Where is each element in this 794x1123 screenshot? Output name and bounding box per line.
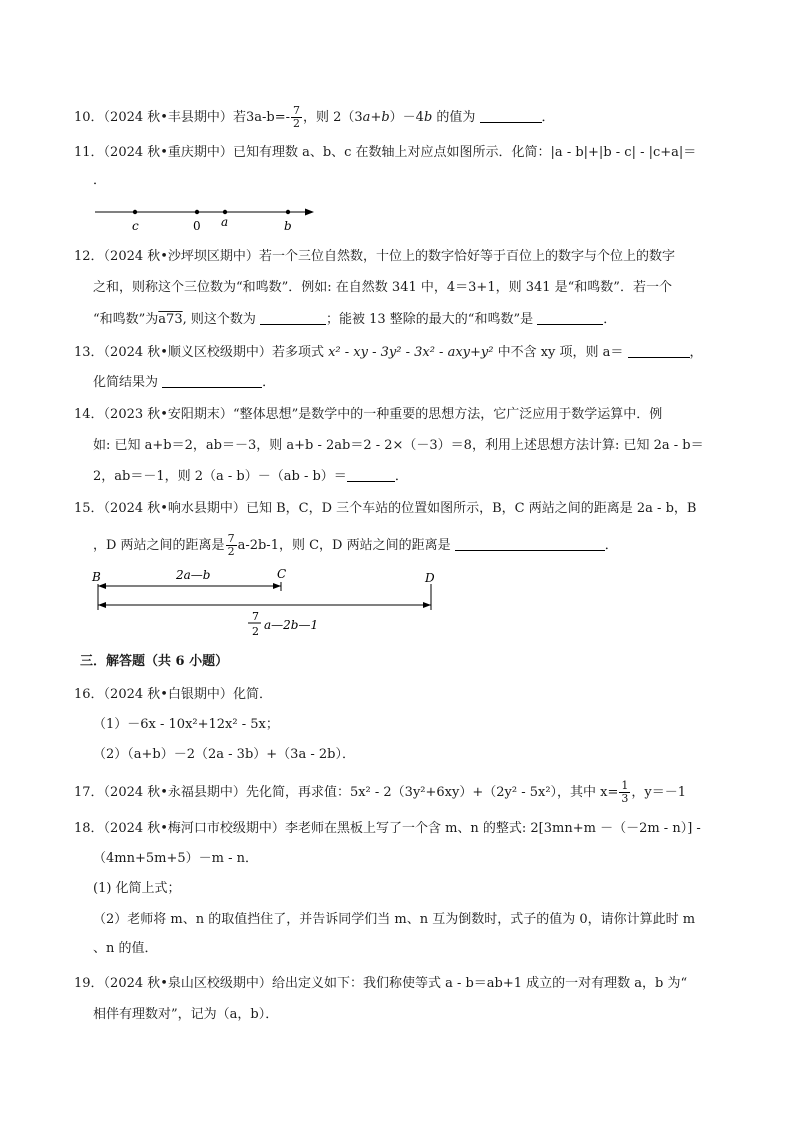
question-source: （2024 秋•永福县期中） <box>103 785 246 800</box>
point-a <box>223 210 227 214</box>
question-text: 若 <box>232 110 246 125</box>
expression: a-2b-1 <box>237 538 279 553</box>
question-number: 12． <box>74 249 104 264</box>
variable: b <box>381 110 390 125</box>
question-14-line3 <box>93 467 408 486</box>
question-text: ；能被 13 整除的最大的“和鸣数”是 <box>326 312 538 327</box>
fraction: $\frac{1}{3}$ <box>621 779 629 805</box>
arrow-left-icon <box>98 602 106 608</box>
label-b: b <box>284 219 292 233</box>
question-number: 14． <box>74 407 104 422</box>
question-14-line2: 如: 已知 a+b＝2，ab＝－3，则 a+b - 2ab＝2 - 2×（－3）＝8，利用上述思想方法计算: 已知 2a - b＝ <box>93 438 704 453</box>
question-text: ，则 C，D 两站之间的距离是 <box>278 538 455 553</box>
question-text: 2，ab＝－1，则 2（a - b）－（ab - b）＝ <box>93 469 347 484</box>
bd-fraction-denominator: 2 <box>252 625 259 638</box>
question-text: 给出定义如下：我们称使等式 a - b＝ab+1 成立的一对有理数 a，b 为“ <box>271 976 688 991</box>
fraction: $\frac{7}{2}$ <box>292 104 300 130</box>
question-10: 10．（2024 秋•丰县期中）若3a-b=- $\frac{7}{2}$ ，则 2（3a+b）－4b 的值为 ． <box>74 104 555 130</box>
answer-blank[interactable] <box>162 373 262 388</box>
question-source: （2024 秋•梅河口市校级期中） <box>103 821 285 836</box>
question-12-line3 <box>93 310 616 329</box>
question-text: 已知有理数 a、b、c 在数轴上对应点如图所示．化简：|a - b|+|b - c| - |c+a|＝ <box>232 145 697 160</box>
question-number: 13． <box>74 345 104 360</box>
question-text: 化简． <box>232 687 272 702</box>
question-source: （2024 秋•泉山区校级期中） <box>103 976 272 991</box>
question-number: 18． <box>74 821 104 836</box>
variable: b <box>423 110 433 125</box>
question-14 <box>74 406 662 424</box>
question-text: “和鸣数”为 <box>93 312 159 327</box>
question-12 <box>74 248 675 266</box>
station-c-label: C <box>277 567 287 581</box>
arrow-right-icon <box>273 583 281 589</box>
question-source: （2024 秋•顺义区校级期中） <box>103 345 272 360</box>
period: ． <box>603 312 617 327</box>
question-text: “整体思想”是数学中的一种重要的思想方法，它广泛应用于数学运算中．例 <box>232 407 663 422</box>
section-heading: 三．解答题（共 6 小题） <box>80 654 229 669</box>
question-15-line2 <box>93 533 618 558</box>
question-number: 16． <box>74 687 104 702</box>
question-11-continuation: ． <box>93 173 107 188</box>
answer-blank[interactable] <box>537 310 603 325</box>
answer-blank[interactable] <box>480 108 542 123</box>
question-15 <box>74 500 696 518</box>
question-18-line2: （4mn+5m+5）－m - n． <box>93 851 258 866</box>
variable: a <box>362 110 371 125</box>
bd-fraction-numerator: 7 <box>252 610 259 623</box>
question-18-part2-cont: 、n 的值． <box>93 941 158 956</box>
overlined-number: a73 <box>158 312 183 327</box>
question-16 <box>74 686 272 704</box>
variable-x: x= <box>600 785 619 800</box>
question-number: 17． <box>74 785 104 800</box>
question-text: 中不含 xy 项，则 a＝ <box>493 345 628 360</box>
question-source: （2024 秋•沙坪坝区期中） <box>103 249 259 264</box>
question-18-part1: (1) 化简上式； <box>93 881 181 896</box>
label-zero: 0 <box>193 219 201 233</box>
question-13 <box>74 343 703 362</box>
question-number: 11． <box>74 145 104 160</box>
question-19-line2: 相伴有理数对”，记为（a，b）． <box>93 1007 279 1022</box>
point-b <box>286 210 290 214</box>
question-source: （2023 秋•安阳期末） <box>103 407 233 422</box>
period: ． <box>604 538 618 553</box>
question-17 <box>74 780 686 805</box>
question-text: 李老师在黑板上写了一个含 m、n 的整式: 2[3mn+m －（－2m - n）] - <box>284 821 701 836</box>
question-source: （2024 秋•丰县期中） <box>103 110 233 125</box>
polynomial: x² - xy - 3y² - 3x² - axy+y² <box>328 345 494 360</box>
period: ． <box>262 375 276 390</box>
question-18-part2: （2）老师将 m、n 的取值挡住了，并告诉同学们当 m、n 互为倒数时，式子的值为 0，请你计算此时 m <box>93 912 696 927</box>
question-text: ）－4 <box>389 110 424 125</box>
question-text: 若多项式 <box>271 345 329 360</box>
comma: ， <box>689 345 703 360</box>
question-16-part2: （2）（a+b）－2（2a - 3b）+（3a - 2b）． <box>93 747 355 762</box>
condition-expression: 3a-b=- <box>245 110 290 125</box>
question-13-line2 <box>93 373 275 392</box>
variable-y: ，y＝－1 <box>631 785 687 800</box>
bc-distance-label: 2a—b <box>176 568 211 582</box>
station-d-label: D <box>425 571 435 585</box>
question-text: 先化简，再求值：5x² - 2（3y²+6xy）+（2y² - 5x²），其中 <box>245 785 601 800</box>
question-text: 若一个三位自然数，十位上的数字恰好等于百位上的数字与个位上的数字 <box>258 249 675 264</box>
question-source: （2024 秋•白银期中） <box>103 687 233 702</box>
question-text: 化简结果为 <box>93 375 163 390</box>
answer-blank[interactable] <box>347 467 395 482</box>
question-source: （2024 秋•响水县期中） <box>103 501 246 516</box>
answer-blank[interactable] <box>260 310 326 325</box>
label-c: c <box>132 219 139 233</box>
question-number: 15． <box>74 501 104 516</box>
question-text: ，D 两站之间的距离是 <box>93 538 225 553</box>
number-line-diagram <box>90 200 330 236</box>
question-16-part1: （1）－6x - 10x²+12x² - 5x； <box>93 717 279 732</box>
point-zero <box>195 210 199 214</box>
point-c <box>133 210 137 214</box>
fraction: $\frac{7}{2}$ <box>227 532 235 558</box>
period: ． <box>394 469 408 484</box>
station-distance-diagram <box>88 566 448 648</box>
question-11 <box>74 144 696 162</box>
question-source: （2024 秋•重庆期中） <box>103 145 233 160</box>
answer-blank[interactable] <box>455 536 605 551</box>
arrow-right-icon <box>423 602 431 608</box>
answer-blank[interactable] <box>628 343 690 358</box>
question-text: 的值为 <box>432 110 480 125</box>
label-a: a <box>221 215 229 229</box>
question-text: ，则 2（3 <box>302 110 363 125</box>
operator: + <box>370 110 382 125</box>
question-number: 19． <box>74 976 104 991</box>
question-12-line2: 之和，则称这个三位数为“和鸣数”．例如: 在自然数 341 中，4＝3+1，则 341 是“和鸣数”．若一个 <box>93 280 672 295</box>
station-b-label: B <box>92 570 101 584</box>
question-text: 已知 B，C，D 三个车站的位置如图所示，B，C 两站之间的距离是 2a - b，B <box>245 501 697 516</box>
question-number: 10． <box>74 110 104 125</box>
arrow-head-icon <box>305 209 314 216</box>
question-18 <box>74 820 701 838</box>
bd-distance-label: a—2b—1 <box>264 618 319 632</box>
question-text: , 则这个数为 <box>182 312 260 327</box>
question-19 <box>74 975 687 993</box>
